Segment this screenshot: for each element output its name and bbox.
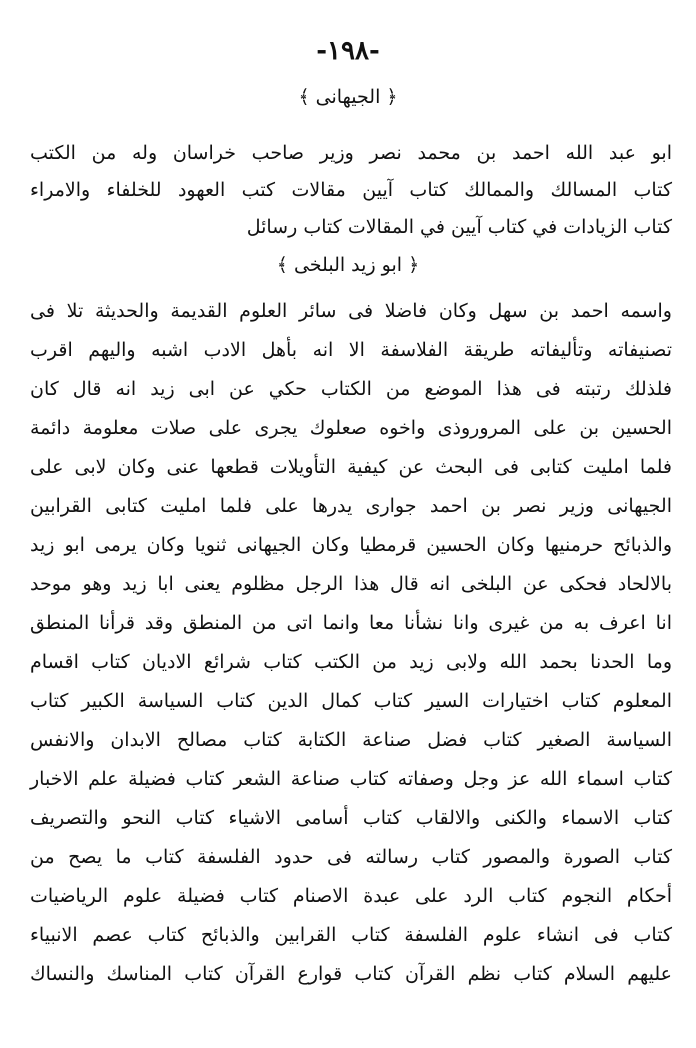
- page-number: -١٩٨-: [316, 36, 380, 66]
- text-line: عليهم السلام كتاب نظم القرآن كتاب قوارع القرآن كتاب المناسك والنساك: [30, 963, 672, 985]
- text-line: واسمه احمد بن سهل وكان فاضلا فى سائر العلوم القديمة والحديثة تلا فى: [30, 300, 672, 322]
- text-line: أحكام النجوم كتاب الرد على عبدة الاصنام كتاب فضيلة علوم الرياضيات: [30, 885, 672, 907]
- text-line: كتاب الزيادات في كتاب آيين في المقالات كتاب رسائل: [246, 216, 672, 238]
- text-line: بالالحاد فحكى عن البلخى انه قال هذا الرجل مظلوم يعنى ابا زيد وهو موحد: [30, 573, 672, 595]
- text-line: كتاب الاسماء والكنى والالقاب كتاب أسامى الاشياء كتاب النحو والتصريف: [30, 807, 672, 829]
- text-line: فلما امليت كتابى فى البحث عن كيفية التأويلات قطعها عنى وكان لابى على: [30, 456, 672, 478]
- text-line: وما الحدنا بحمد الله ولابى زيد من الكتب كتاب شرائع الاديان كتاب اقسام: [30, 651, 672, 673]
- text-line: المعلوم كتاب اختيارات السير كتاب كمال الدين كتاب السياسة الكبير كتاب: [30, 690, 672, 712]
- section-heading-jayhani: ﴿ الجيهانى ﴾: [298, 86, 398, 108]
- text-line: كتاب الصورة والمصور كتاب رسالته فى حدود الفلسفة كتاب ما يصح من: [30, 846, 672, 868]
- text-line: الحسين بن على المروروذى واخوه صعلوك يجرى على صلات معلومة دائمة: [30, 417, 672, 439]
- text-line: الجيهانى وزير نصر بن احمد جوارى يدرها على فلما امليت كتابى القرابين: [30, 495, 672, 517]
- section-heading-abu-zayd: ﴿ ابو زيد البلخى ﴾: [276, 254, 420, 276]
- text-line: فلذلك رتبته فى هذا الموضع من الكتاب حكي عن ابى زيد انه قال كان: [30, 378, 672, 400]
- text-line: السياسة الصغير كتاب فضل صناعة الكتابة كتاب مصالح الابدان والانفس: [30, 729, 672, 751]
- text-line: كتاب المسالك والممالك كتاب آيين مقالات كتب العهود للخلفاء والامراء: [30, 179, 672, 201]
- text-line: كتاب اسماء الله عز وجل وصفاته كتاب صناعة الشعر كتاب فضيلة علم الاخبار: [30, 768, 672, 790]
- text-line: كتاب فى انشاء علوم الفلسفة كتاب القرابين والذبائح كتاب عصم الانبياء: [30, 924, 672, 946]
- text-line: انا اعرف به من غيرى وانا نشأنا معا وانما اتى من المنطق وقد قرأنا المنطق: [30, 612, 672, 634]
- text-line: تصنيفاته وتأليفاته طريقة الفلاسفة الا انه بأهل الادب اشبه واليهم اقرب: [30, 339, 672, 361]
- text-line: والذبائح حرمنيها وكان الحسين قرمطيا وكان الجيهانى ثنويا وكان يرمى ابو زيد: [30, 534, 672, 556]
- text-line: ابو عبد الله احمد بن محمد نصر وزير صاحب خراسان وله من الكتب: [30, 142, 672, 164]
